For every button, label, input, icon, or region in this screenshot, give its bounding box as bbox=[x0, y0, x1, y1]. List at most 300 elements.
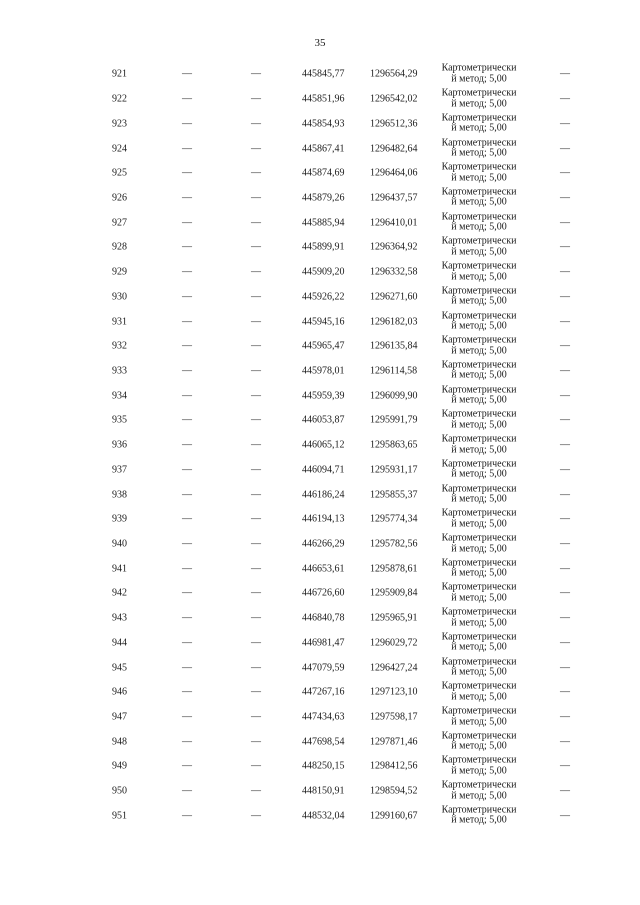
empty-dash: — bbox=[182, 217, 192, 229]
table-row bbox=[0, 680, 640, 705]
table-row bbox=[0, 705, 640, 730]
empty-dash: — bbox=[251, 810, 261, 822]
empty-dash: — bbox=[251, 316, 261, 328]
method-line: й метод; 5,00 bbox=[451, 592, 507, 604]
method-accuracy bbox=[438, 509, 520, 530]
coordinate-y: 1296564,29 bbox=[370, 68, 418, 80]
empty-dash: — bbox=[560, 241, 570, 253]
coordinate-x: 445945,16 bbox=[302, 316, 345, 328]
method-line: й метод; 5,00 bbox=[451, 543, 507, 555]
empty-dash: — bbox=[182, 785, 192, 797]
method-accuracy bbox=[438, 632, 520, 653]
table-row bbox=[0, 359, 640, 384]
table-row bbox=[0, 235, 640, 260]
method-line: й метод; 5,00 bbox=[451, 617, 507, 629]
method-line: Картометрически bbox=[441, 137, 517, 149]
method-line: й метод; 5,00 bbox=[451, 444, 507, 456]
table-row bbox=[0, 804, 640, 829]
empty-dash: — bbox=[560, 118, 570, 130]
method-accuracy bbox=[438, 286, 520, 307]
empty-dash: — bbox=[560, 414, 570, 426]
coordinate-x: 446726,60 bbox=[302, 587, 345, 599]
coordinate-x: 446266,29 bbox=[302, 538, 345, 550]
empty-dash: — bbox=[251, 68, 261, 80]
table-row bbox=[0, 532, 640, 557]
method-line: Картометрически bbox=[441, 557, 517, 569]
empty-dash: — bbox=[251, 785, 261, 797]
method-line: Картометрически bbox=[441, 680, 517, 692]
point-number: 939 bbox=[112, 513, 127, 525]
table-row bbox=[0, 779, 640, 804]
coordinate-x: 445899,91 bbox=[302, 241, 345, 253]
method-line: й метод; 5,00 bbox=[451, 196, 507, 208]
point-number: 951 bbox=[112, 810, 127, 822]
coordinate-y: 1296135,84 bbox=[370, 340, 418, 352]
method-accuracy bbox=[438, 558, 520, 579]
empty-dash: — bbox=[251, 489, 261, 501]
empty-dash: — bbox=[182, 192, 192, 204]
point-number: 950 bbox=[112, 785, 127, 797]
point-number: 948 bbox=[112, 736, 127, 748]
method-accuracy bbox=[438, 435, 520, 456]
method-line: й метод; 5,00 bbox=[451, 271, 507, 283]
method-line: й метод; 5,00 bbox=[451, 147, 507, 159]
empty-dash: — bbox=[560, 637, 570, 649]
empty-dash: — bbox=[560, 785, 570, 797]
method-line: Картометрически bbox=[441, 310, 517, 322]
coordinate-y: 1296114,58 bbox=[370, 365, 418, 377]
method-accuracy bbox=[438, 163, 520, 184]
empty-dash: — bbox=[560, 340, 570, 352]
method-line: Картометрически bbox=[441, 186, 517, 198]
coordinate-x: 446840,78 bbox=[302, 612, 345, 624]
empty-dash: — bbox=[560, 686, 570, 698]
empty-dash: — bbox=[251, 241, 261, 253]
coordinate-x: 445845,77 bbox=[302, 68, 345, 80]
method-accuracy bbox=[438, 459, 520, 480]
coordinate-y: 1296029,72 bbox=[370, 637, 418, 649]
table-row bbox=[0, 210, 640, 235]
point-number: 930 bbox=[112, 291, 127, 303]
method-accuracy bbox=[438, 410, 520, 431]
coordinate-x: 446194,13 bbox=[302, 513, 345, 525]
method-accuracy bbox=[438, 64, 520, 85]
method-line: й метод; 5,00 bbox=[451, 122, 507, 134]
coordinate-x: 445959,39 bbox=[302, 390, 345, 402]
method-line: Картометрически bbox=[441, 458, 517, 470]
empty-dash: — bbox=[560, 612, 570, 624]
empty-dash: — bbox=[251, 93, 261, 105]
method-accuracy bbox=[438, 138, 520, 159]
point-number: 946 bbox=[112, 686, 127, 698]
coordinate-y: 1295965,91 bbox=[370, 612, 418, 624]
point-number: 942 bbox=[112, 587, 127, 599]
point-number: 922 bbox=[112, 93, 127, 105]
table-row bbox=[0, 284, 640, 309]
method-accuracy bbox=[438, 657, 520, 678]
empty-dash: — bbox=[182, 316, 192, 328]
method-accuracy bbox=[438, 682, 520, 703]
point-number: 929 bbox=[112, 266, 127, 278]
method-accuracy bbox=[438, 707, 520, 728]
empty-dash: — bbox=[251, 760, 261, 772]
empty-dash: — bbox=[251, 736, 261, 748]
coordinate-y: 1298412,56 bbox=[370, 760, 418, 772]
coordinate-y: 1296482,64 bbox=[370, 143, 418, 155]
empty-dash: — bbox=[560, 736, 570, 748]
point-number: 925 bbox=[112, 167, 127, 179]
empty-dash: — bbox=[560, 513, 570, 525]
coordinate-x: 445978,01 bbox=[302, 365, 345, 377]
coordinates-table bbox=[0, 62, 640, 828]
empty-dash: — bbox=[182, 291, 192, 303]
coordinate-x: 445879,26 bbox=[302, 192, 345, 204]
method-accuracy bbox=[438, 583, 520, 604]
coordinate-y: 1297598,17 bbox=[370, 711, 418, 723]
table-row bbox=[0, 606, 640, 631]
empty-dash: — bbox=[182, 241, 192, 253]
empty-dash: — bbox=[560, 143, 570, 155]
method-line: й метод; 5,00 bbox=[451, 98, 507, 110]
point-number: 949 bbox=[112, 760, 127, 772]
method-line: й метод; 5,00 bbox=[451, 246, 507, 258]
table-row bbox=[0, 334, 640, 359]
coordinate-y: 1295909,84 bbox=[370, 587, 418, 599]
empty-dash: — bbox=[251, 513, 261, 525]
table-row bbox=[0, 631, 640, 656]
empty-dash: — bbox=[560, 810, 570, 822]
method-line: Картометрически bbox=[441, 656, 517, 668]
point-number: 926 bbox=[112, 192, 127, 204]
point-number: 936 bbox=[112, 439, 127, 451]
coordinate-x: 447267,16 bbox=[302, 686, 345, 698]
empty-dash: — bbox=[182, 390, 192, 402]
method-line: й метод; 5,00 bbox=[451, 221, 507, 233]
method-line: Картометрически bbox=[441, 112, 517, 124]
method-line: Картометрически bbox=[441, 285, 517, 297]
empty-dash: — bbox=[182, 513, 192, 525]
table-row bbox=[0, 655, 640, 680]
method-line: й метод; 5,00 bbox=[451, 716, 507, 728]
coordinate-y: 1296364,92 bbox=[370, 241, 418, 253]
coordinate-y: 1296427,24 bbox=[370, 662, 418, 674]
empty-dash: — bbox=[560, 563, 570, 575]
empty-dash: — bbox=[182, 563, 192, 575]
empty-dash: — bbox=[251, 563, 261, 575]
coordinate-x: 446981,47 bbox=[302, 637, 345, 649]
method-line: Картометрически bbox=[441, 334, 517, 346]
method-accuracy bbox=[438, 805, 520, 826]
method-line: й метод; 5,00 bbox=[451, 419, 507, 431]
empty-dash: — bbox=[251, 217, 261, 229]
empty-dash: — bbox=[251, 167, 261, 179]
coordinate-x: 445867,41 bbox=[302, 143, 345, 155]
empty-dash: — bbox=[182, 68, 192, 80]
method-line: й метод; 5,00 bbox=[451, 641, 507, 653]
method-accuracy bbox=[438, 360, 520, 381]
method-line: й метод; 5,00 bbox=[451, 493, 507, 505]
empty-dash: — bbox=[560, 390, 570, 402]
coordinate-y: 1295878,61 bbox=[370, 563, 418, 575]
method-accuracy bbox=[438, 336, 520, 357]
empty-dash: — bbox=[560, 711, 570, 723]
empty-dash: — bbox=[251, 414, 261, 426]
empty-dash: — bbox=[560, 439, 570, 451]
coordinate-y: 1298594,52 bbox=[370, 785, 418, 797]
empty-dash: — bbox=[182, 810, 192, 822]
method-line: Картометрически bbox=[441, 211, 517, 223]
method-accuracy bbox=[438, 608, 520, 629]
empty-dash: — bbox=[251, 340, 261, 352]
coordinate-y: 1297123,10 bbox=[370, 686, 418, 698]
method-line: Картометрически bbox=[441, 433, 517, 445]
coordinate-y: 1296182,03 bbox=[370, 316, 418, 328]
method-line: Картометрически bbox=[441, 384, 517, 396]
empty-dash: — bbox=[251, 587, 261, 599]
empty-dash: — bbox=[182, 365, 192, 377]
coordinate-y: 1297871,46 bbox=[370, 736, 418, 748]
method-accuracy bbox=[438, 187, 520, 208]
method-line: Картометрически bbox=[441, 507, 517, 519]
table-row bbox=[0, 408, 640, 433]
table-row bbox=[0, 433, 640, 458]
table-row bbox=[0, 62, 640, 87]
method-accuracy bbox=[438, 781, 520, 802]
method-accuracy bbox=[438, 212, 520, 233]
point-number: 945 bbox=[112, 662, 127, 674]
point-number: 927 bbox=[112, 217, 127, 229]
method-line: й метод; 5,00 bbox=[451, 691, 507, 703]
table-row bbox=[0, 260, 640, 285]
table-row bbox=[0, 458, 640, 483]
method-accuracy bbox=[438, 113, 520, 134]
table-row bbox=[0, 383, 640, 408]
empty-dash: — bbox=[182, 489, 192, 501]
table-row bbox=[0, 754, 640, 779]
coordinate-y: 1296271,60 bbox=[370, 291, 418, 303]
coordinate-y: 1295863,65 bbox=[370, 439, 418, 451]
empty-dash: — bbox=[182, 414, 192, 426]
empty-dash: — bbox=[560, 266, 570, 278]
table-row bbox=[0, 482, 640, 507]
coordinate-y: 1296542,02 bbox=[370, 93, 418, 105]
coordinate-x: 446094,71 bbox=[302, 464, 345, 476]
method-line: Картометрически bbox=[441, 483, 517, 495]
empty-dash: — bbox=[560, 68, 570, 80]
empty-dash: — bbox=[251, 291, 261, 303]
table-row bbox=[0, 111, 640, 136]
coordinate-x: 448250,15 bbox=[302, 760, 345, 772]
point-number: 943 bbox=[112, 612, 127, 624]
method-line: й метод; 5,00 bbox=[451, 814, 507, 826]
table-row bbox=[0, 729, 640, 754]
coordinate-y: 1295855,37 bbox=[370, 489, 418, 501]
method-accuracy bbox=[438, 484, 520, 505]
empty-dash: — bbox=[182, 686, 192, 698]
method-line: Картометрически bbox=[441, 779, 517, 791]
method-line: Картометрически bbox=[441, 705, 517, 717]
method-line: Картометрически bbox=[441, 581, 517, 593]
empty-dash: — bbox=[182, 167, 192, 179]
empty-dash: — bbox=[251, 192, 261, 204]
coordinate-x: 447698,54 bbox=[302, 736, 345, 748]
empty-dash: — bbox=[251, 662, 261, 674]
table-row bbox=[0, 186, 640, 211]
method-line: Картометрически bbox=[441, 87, 517, 99]
coordinate-x: 446053,87 bbox=[302, 414, 345, 426]
method-line: й метод; 5,00 bbox=[451, 740, 507, 752]
empty-dash: — bbox=[182, 587, 192, 599]
point-number: 944 bbox=[112, 637, 127, 649]
table-row bbox=[0, 556, 640, 581]
coordinate-x: 446186,24 bbox=[302, 489, 345, 501]
method-line: Картометрически bbox=[441, 359, 517, 371]
empty-dash: — bbox=[182, 340, 192, 352]
coordinate-y: 1295931,17 bbox=[370, 464, 418, 476]
method-accuracy bbox=[438, 385, 520, 406]
empty-dash: — bbox=[251, 118, 261, 130]
empty-dash: — bbox=[560, 93, 570, 105]
empty-dash: — bbox=[560, 291, 570, 303]
table-row bbox=[0, 136, 640, 161]
empty-dash: — bbox=[182, 439, 192, 451]
point-number: 923 bbox=[112, 118, 127, 130]
empty-dash: — bbox=[182, 93, 192, 105]
method-line: й метод; 5,00 bbox=[451, 468, 507, 480]
coordinate-x: 445965,47 bbox=[302, 340, 345, 352]
empty-dash: — bbox=[182, 711, 192, 723]
empty-dash: — bbox=[251, 365, 261, 377]
table-row bbox=[0, 309, 640, 334]
point-number: 932 bbox=[112, 340, 127, 352]
method-accuracy bbox=[438, 534, 520, 555]
point-number: 934 bbox=[112, 390, 127, 402]
point-number: 928 bbox=[112, 241, 127, 253]
method-accuracy bbox=[438, 756, 520, 777]
coordinate-x: 445885,94 bbox=[302, 217, 345, 229]
coordinate-y: 1296437,57 bbox=[370, 192, 418, 204]
method-line: й метод; 5,00 bbox=[451, 518, 507, 530]
coordinate-y: 1296464,06 bbox=[370, 167, 418, 179]
empty-dash: — bbox=[560, 464, 570, 476]
coordinate-x: 447434,63 bbox=[302, 711, 345, 723]
point-number: 938 bbox=[112, 489, 127, 501]
method-line: й метод; 5,00 bbox=[451, 172, 507, 184]
coordinate-y: 1295991,79 bbox=[370, 414, 418, 426]
point-number: 931 bbox=[112, 316, 127, 328]
method-line: й метод; 5,00 bbox=[451, 295, 507, 307]
point-number: 937 bbox=[112, 464, 127, 476]
coordinate-x: 446065,12 bbox=[302, 439, 345, 451]
method-line: й метод; 5,00 bbox=[451, 790, 507, 802]
empty-dash: — bbox=[251, 612, 261, 624]
point-number: 940 bbox=[112, 538, 127, 550]
empty-dash: — bbox=[182, 538, 192, 550]
method-line: Картометрически bbox=[441, 606, 517, 618]
table-row bbox=[0, 161, 640, 186]
empty-dash: — bbox=[251, 538, 261, 550]
empty-dash: — bbox=[182, 143, 192, 155]
method-line: Картометрически bbox=[441, 754, 517, 766]
empty-dash: — bbox=[182, 612, 192, 624]
coordinate-y: 1295774,34 bbox=[370, 513, 418, 525]
empty-dash: — bbox=[560, 365, 570, 377]
point-number: 935 bbox=[112, 414, 127, 426]
coordinate-x: 448150,91 bbox=[302, 785, 345, 797]
empty-dash: — bbox=[560, 662, 570, 674]
method-accuracy bbox=[438, 89, 520, 110]
coordinate-x: 445909,20 bbox=[302, 266, 345, 278]
empty-dash: — bbox=[251, 711, 261, 723]
method-accuracy bbox=[438, 262, 520, 283]
method-line: й метод; 5,00 bbox=[451, 369, 507, 381]
table-row bbox=[0, 507, 640, 532]
method-accuracy bbox=[438, 311, 520, 332]
method-line: й метод; 5,00 bbox=[451, 73, 507, 85]
coordinate-y: 1295782,56 bbox=[370, 538, 418, 550]
method-line: Картометрически bbox=[441, 260, 517, 272]
empty-dash: — bbox=[182, 118, 192, 130]
method-line: Картометрически bbox=[441, 235, 517, 247]
empty-dash: — bbox=[251, 390, 261, 402]
empty-dash: — bbox=[251, 266, 261, 278]
coordinate-y: 1296099,90 bbox=[370, 390, 418, 402]
point-number: 924 bbox=[112, 143, 127, 155]
method-line: й метод; 5,00 bbox=[451, 765, 507, 777]
empty-dash: — bbox=[251, 637, 261, 649]
page-number: 35 bbox=[314, 37, 326, 49]
method-line: Картометрически bbox=[441, 730, 517, 742]
point-number: 947 bbox=[112, 711, 127, 723]
method-line: й метод; 5,00 bbox=[451, 666, 507, 678]
empty-dash: — bbox=[251, 686, 261, 698]
empty-dash: — bbox=[251, 143, 261, 155]
point-number: 921 bbox=[112, 68, 127, 80]
empty-dash: — bbox=[182, 736, 192, 748]
coordinate-y: 1299160,67 bbox=[370, 810, 418, 822]
empty-dash: — bbox=[182, 464, 192, 476]
empty-dash: — bbox=[251, 464, 261, 476]
table-row bbox=[0, 87, 640, 112]
coordinate-x: 446653,61 bbox=[302, 563, 345, 575]
point-number: 933 bbox=[112, 365, 127, 377]
method-line: Картометрически bbox=[441, 532, 517, 544]
empty-dash: — bbox=[560, 192, 570, 204]
coordinate-y: 1296332,58 bbox=[370, 266, 418, 278]
coordinate-x: 447079,59 bbox=[302, 662, 345, 674]
method-line: й метод; 5,00 bbox=[451, 567, 507, 579]
empty-dash: — bbox=[560, 538, 570, 550]
empty-dash: — bbox=[251, 439, 261, 451]
empty-dash: — bbox=[560, 760, 570, 772]
method-line: й метод; 5,00 bbox=[451, 320, 507, 332]
empty-dash: — bbox=[182, 637, 192, 649]
empty-dash: — bbox=[560, 316, 570, 328]
point-number: 941 bbox=[112, 563, 127, 575]
coordinate-y: 1296512,36 bbox=[370, 118, 418, 130]
coordinate-y: 1296410,01 bbox=[370, 217, 418, 229]
empty-dash: — bbox=[560, 167, 570, 179]
empty-dash: — bbox=[560, 217, 570, 229]
empty-dash: — bbox=[182, 760, 192, 772]
method-accuracy bbox=[438, 731, 520, 752]
coordinate-x: 445854,93 bbox=[302, 118, 345, 130]
method-line: Картометрически bbox=[441, 62, 517, 74]
method-accuracy bbox=[438, 237, 520, 258]
empty-dash: — bbox=[182, 662, 192, 674]
empty-dash: — bbox=[560, 489, 570, 501]
empty-dash: — bbox=[560, 587, 570, 599]
